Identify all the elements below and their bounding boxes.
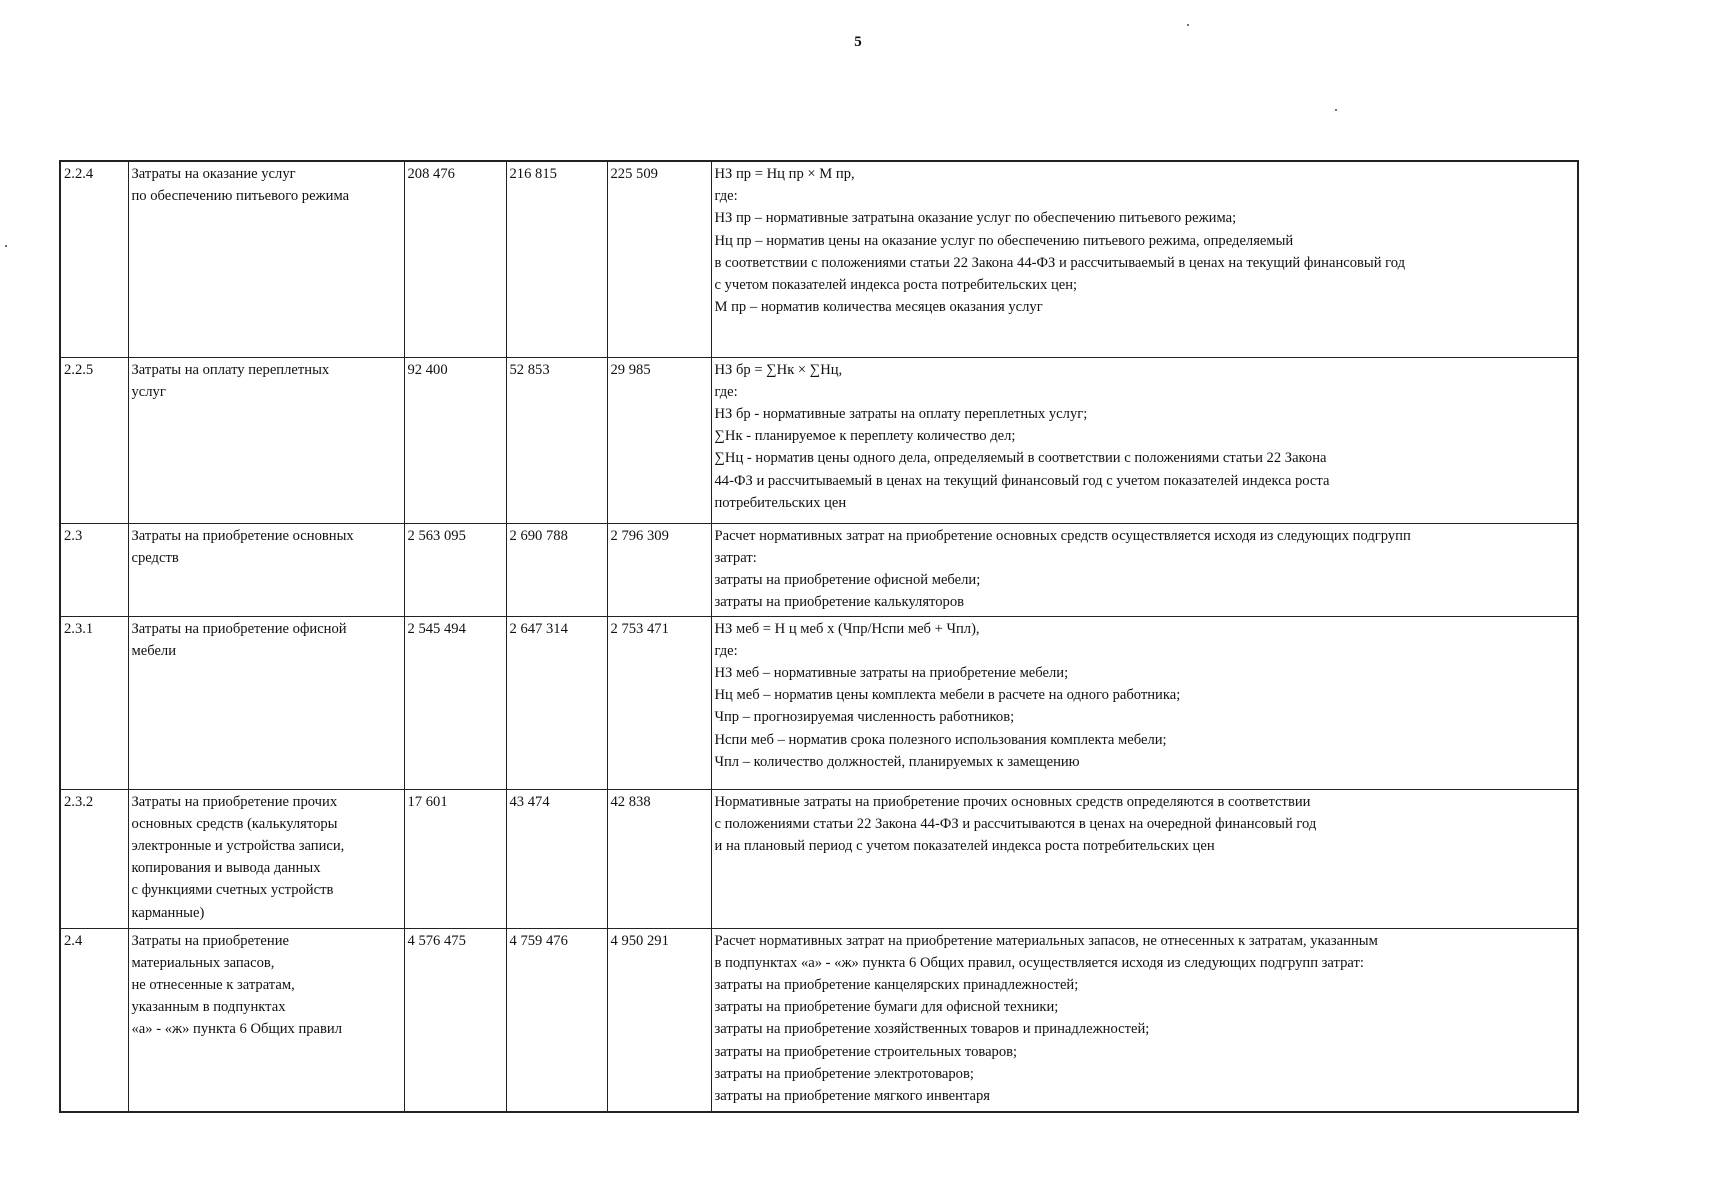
row-name bbox=[128, 161, 404, 357]
name-line: Затраты на приобретение основных bbox=[131, 527, 354, 544]
row-name bbox=[128, 357, 404, 523]
value-year-1: 2 563 095 bbox=[404, 523, 506, 616]
formula-line: НЗ пр – нормативные затратына оказание услуг по обеспечению питьевого режима; bbox=[714, 210, 1237, 227]
formula-line: с положениями статьи 22 Закона 44-ФЗ и рассчитываются в ценах на очередной финансовый год bbox=[714, 815, 1317, 832]
scan-speck bbox=[1335, 109, 1337, 111]
row-code: 2.3 bbox=[60, 523, 128, 616]
value-year-2: 52 853 bbox=[506, 357, 607, 523]
table-row bbox=[60, 161, 1578, 357]
formula-line: затраты на приобретение канцелярских принадлежностей; bbox=[714, 976, 1079, 993]
value-year-2: 2 690 788 bbox=[506, 523, 607, 616]
value-year-1: 4 576 475 bbox=[404, 928, 506, 1112]
name-line: Затраты на приобретение bbox=[131, 932, 289, 949]
name-line: «а» - «ж» пункта 6 Общих правил bbox=[131, 1021, 343, 1038]
formula-line: в соответствии с положениями статьи 22 Закона 44-ФЗ и рассчитываемый в ценах на текущий финансовый год bbox=[714, 254, 1406, 271]
row-code: 2.3.1 bbox=[60, 616, 128, 789]
row-code: 2.2.4 bbox=[60, 161, 128, 357]
value-year-2: 43 474 bbox=[506, 789, 607, 928]
formula-line: затраты на приобретение калькуляторов bbox=[714, 594, 965, 611]
formula-line: Расчет нормативных затрат на приобретение основных средств осуществляется исходя из следующих подгрупп bbox=[714, 527, 1411, 544]
row-name bbox=[128, 523, 404, 616]
formula-line: Чпл – количество должностей, планируемых к замещению bbox=[714, 753, 1080, 770]
value-year-2: 2 647 314 bbox=[506, 616, 607, 789]
formula-line: Нспи меб – норматив срока полезного использования комплекта мебели; bbox=[714, 731, 1167, 748]
formula-line: где: bbox=[714, 642, 738, 659]
formula-line: ∑Нк - планируемое к переплету количество дел; bbox=[714, 428, 1016, 445]
name-line: копирования и вывода данных bbox=[131, 860, 321, 877]
name-line: Затраты на приобретение прочих bbox=[131, 793, 338, 810]
scan-speck bbox=[1187, 24, 1189, 26]
cost-norms-table bbox=[59, 160, 1579, 1113]
name-line: карманные) bbox=[131, 904, 205, 921]
value-year-3: 2 796 309 bbox=[607, 523, 711, 616]
name-line: по обеспечению питьевого режима bbox=[131, 188, 350, 205]
table-row bbox=[60, 357, 1578, 523]
formula-line: Нормативные затраты на приобретение прочих основных средств определяются в соответствии bbox=[714, 793, 1311, 810]
formula-line: где: bbox=[714, 383, 738, 400]
table-row bbox=[60, 616, 1578, 789]
formula-line: Нц пр – норматив цены на оказание услуг по обеспечению питьевого режима, определяемый bbox=[714, 232, 1294, 249]
value-year-1: 92 400 bbox=[404, 357, 506, 523]
name-line: Затраты на оказание услуг bbox=[131, 166, 296, 182]
formula-line: в подпунктах «а» - «ж» пункта 6 Общих правил, осуществляется исходя из следующих подгрупп затрат: bbox=[714, 954, 1364, 971]
value-year-2: 216 815 bbox=[506, 161, 607, 357]
formula-line: 44-ФЗ и рассчитываемый в ценах на текущий финансовый год с учетом показателей индекса роста bbox=[714, 472, 1330, 489]
formula-line: Расчет нормативных затрат на приобретение материальных запасов, не отнесенных к затратам, указанным bbox=[714, 932, 1378, 949]
name-line: указанным в подпунктах bbox=[131, 999, 286, 1016]
value-year-1: 17 601 bbox=[404, 789, 506, 928]
formula-line: НЗ меб – нормативные затраты на приобретение мебели; bbox=[714, 664, 1069, 681]
formula-line: затраты на приобретение офисной мебели; bbox=[714, 571, 981, 588]
value-year-3: 4 950 291 bbox=[607, 928, 711, 1112]
name-line: мебели bbox=[131, 642, 177, 659]
formula-line: потребительских цен bbox=[714, 494, 847, 511]
formula-line: затраты на приобретение мягкого инвентаря bbox=[714, 1087, 990, 1104]
formula-line: НЗ меб = Н ц меб х (Чпр/Нспи меб + Чпл), bbox=[714, 620, 980, 637]
formula-cell bbox=[711, 523, 1578, 616]
value-year-1: 208 476 bbox=[404, 161, 506, 357]
name-line: средств bbox=[131, 549, 179, 566]
formula-line: затраты на приобретение строительных товаров; bbox=[714, 1043, 1018, 1060]
formula-line: и на плановый период с учетом показателей индекса роста потребительских цен bbox=[714, 837, 1215, 854]
name-line: услуг bbox=[131, 383, 166, 400]
formula-line: затраты на приобретение хозяйственных товаров и принадлежностей; bbox=[714, 1021, 1150, 1038]
row-code: 2.4 bbox=[60, 928, 128, 1112]
formula-line: затраты на приобретение электротоваров; bbox=[714, 1065, 974, 1082]
formula-line: М пр – норматив количества месяцев оказания услуг bbox=[714, 299, 1043, 316]
table-row bbox=[60, 523, 1578, 616]
formula-line: НЗ бр - нормативные затраты на оплату переплетных услуг; bbox=[714, 405, 1088, 422]
formula-cell bbox=[711, 357, 1578, 523]
formula-line: НЗ бр = ∑Нк × ∑Нц, bbox=[714, 361, 843, 378]
value-year-2: 4 759 476 bbox=[506, 928, 607, 1112]
formula-line: Чпр – прогнозируемая численность работников; bbox=[714, 709, 1015, 726]
scan-speck bbox=[5, 245, 7, 247]
formula-line: ∑Нц - норматив цены одного дела, определяемый в соответствии с положениями статьи 22 Закона bbox=[714, 450, 1327, 467]
row-name bbox=[128, 789, 404, 928]
formula-cell bbox=[711, 161, 1578, 357]
name-line: материальных запасов, bbox=[131, 954, 275, 971]
formula-cell bbox=[711, 789, 1578, 928]
value-year-1: 2 545 494 bbox=[404, 616, 506, 789]
name-line: с функциями счетных устройств bbox=[131, 882, 334, 899]
value-year-3: 2 753 471 bbox=[607, 616, 711, 789]
value-year-3: 42 838 bbox=[607, 789, 711, 928]
name-line: Затраты на приобретение офисной bbox=[131, 620, 347, 637]
formula-cell bbox=[711, 616, 1578, 789]
row-code: 2.3.2 bbox=[60, 789, 128, 928]
name-line: Затраты на оплату переплетных bbox=[131, 361, 330, 378]
name-line: не отнесенные к затратам, bbox=[131, 976, 295, 993]
row-name bbox=[128, 928, 404, 1112]
row-name bbox=[128, 616, 404, 789]
formula-cell bbox=[711, 928, 1578, 1112]
value-year-3: 29 985 bbox=[607, 357, 711, 523]
formula-line: затраты на приобретение бумаги для офисной техники; bbox=[714, 999, 1059, 1016]
name-line: электронные и устройства записи, bbox=[131, 837, 345, 854]
formula-line: Нц меб – норматив цены комплекта мебели в расчете на одного работника; bbox=[714, 687, 1181, 704]
row-code: 2.2.5 bbox=[60, 357, 128, 523]
formula-line: с учетом показателей индекса роста потребительских цен; bbox=[714, 277, 1078, 294]
table-row bbox=[60, 928, 1578, 1112]
formula-line: НЗ пр = Нц пр × М пр, bbox=[714, 166, 855, 182]
name-line: основных средств (калькуляторы bbox=[131, 815, 338, 832]
value-year-3: 225 509 bbox=[607, 161, 711, 357]
formula-line: затрат: bbox=[714, 549, 757, 566]
table-row bbox=[60, 789, 1578, 928]
page-number: 5 bbox=[854, 34, 862, 50]
formula-line: где: bbox=[714, 188, 738, 205]
